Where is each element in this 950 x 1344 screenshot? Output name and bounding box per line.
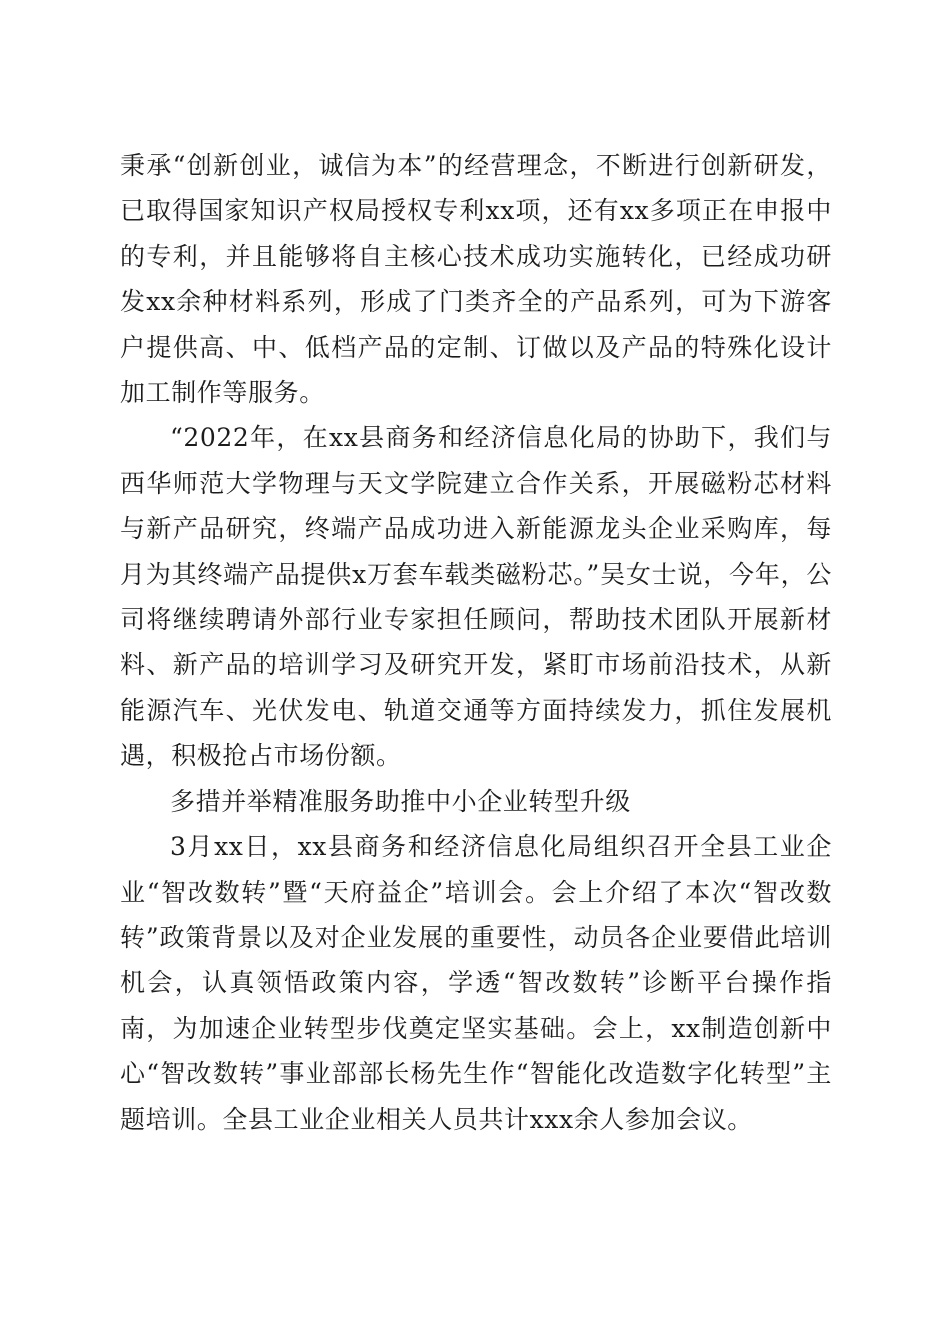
paragraph-company-innovation: 秉承“创新创业，诚信为本”的经营理念，不断进行创新研发，已取得国家知识产权局授权专利xx项，还有xx多项正在申报中的专利，并且能够将自主核心技术成功实施转化，已经成功研发xx余种材料系列，形成了门类齐全的产品系列，可为下游客户提供高、中、低档产品的定制、订做以及产品的特殊化设计加工制作等服务。	[120, 151, 832, 408]
paragraph-cooperation-quote: “2022年，在xx县商务和经济信息化局的协助下，我们与西华师范大学物理与天文学院建立合作关系，开展磁粉芯材料与新产品研究，终端产品成功进入新能源龙头企业采购库，每月为其终端产品提供x万套车载类磁粉芯。”吴女士说，今年，公司将继续聘请外部行业专家担任顾问，帮助技术团队开展新材料、新产品的培训学习及研究开发，紧盯市场前沿技术，从新能源汽车、光伏发电、轨道交通等方面持续发力，抓住发展机遇，积极抢占市场份额。	[120, 423, 832, 771]
document-body	[120, 143, 832, 1142]
section-heading: 多措并举精准服务助推中小企业转型升级	[170, 786, 631, 816]
paragraph-training-meeting: 3月xx日，xx县商务和经济信息化局组织召开全县工业企业“智改数转”暨“天府益企”培训会。会上介绍了本次“智改数转”政策背景以及对企业发展的重要性，动员各企业要借此培训机会，认真领悟政策内容，学透“智改数转”诊断平台操作指南，为加速企业转型步伐奠定坚实基础。会上，xx制造创新中心“智改数转”事业部部长杨先生作“智能化改造数字化转型”主题培训。全县工业企业相关人员共计xxx余人参加会议。	[120, 832, 832, 1134]
